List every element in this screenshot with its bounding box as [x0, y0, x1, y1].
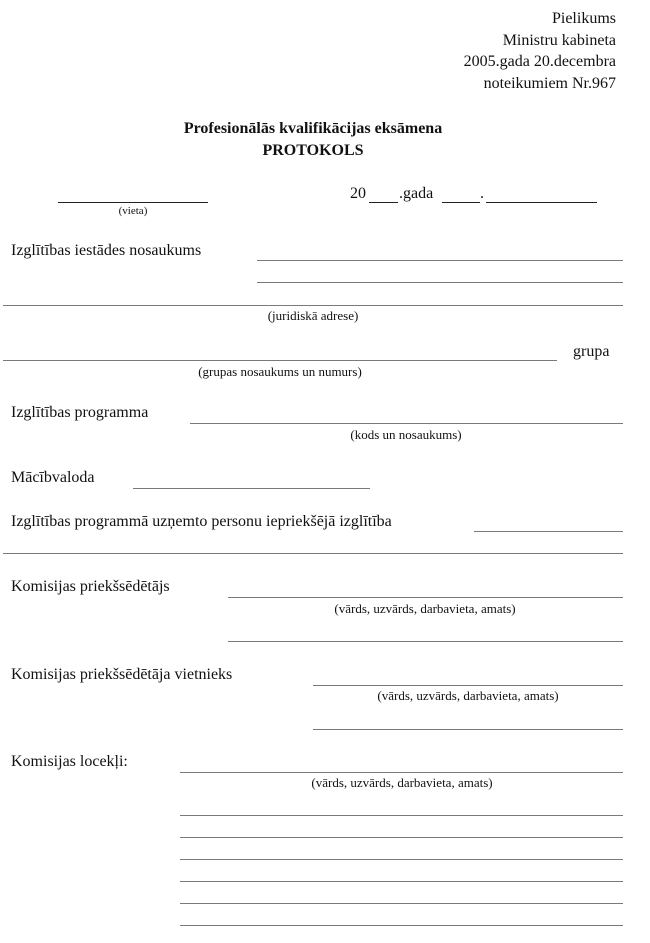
- members-line-6[interactable]: [180, 903, 623, 904]
- members-caption: (vārds, uzvārds, darbavieta, amats): [311, 775, 493, 790]
- header-line-4: noteikumiem Nr.967: [483, 75, 616, 92]
- institution-line-1[interactable]: [257, 260, 623, 261]
- vice-line-1[interactable]: [313, 685, 623, 686]
- program-label: Izglītības programma: [11, 404, 149, 421]
- group-caption: (grupas nosaukums un numurs): [198, 364, 362, 379]
- group-line[interactable]: [3, 360, 557, 361]
- chair-label: Komisijas priekšsēdētājs: [11, 578, 170, 595]
- members-line-4[interactable]: [180, 859, 623, 860]
- prior-education-line-2[interactable]: [3, 553, 623, 554]
- header-line-2: Ministru kabineta: [502, 32, 616, 49]
- members-line-3[interactable]: [180, 837, 623, 838]
- chair-caption: (vārds, uzvārds, darbavieta, amats): [334, 601, 516, 616]
- institution-label: Izglītības iestādes nosaukums: [11, 242, 202, 259]
- day-line[interactable]: [442, 202, 480, 203]
- program-line[interactable]: [190, 423, 623, 424]
- year-suffix: .gada: [399, 185, 434, 202]
- place-caption: (vieta): [118, 205, 148, 217]
- prior-education-label: Izglītības programmā uzņemto personu iepriekšējā izglītība: [11, 513, 392, 530]
- header-line-1: Pielikums: [551, 10, 616, 27]
- members-line-5[interactable]: [180, 881, 623, 882]
- title-line-1: Profesionālās kvalifikācijas eksāmena: [183, 120, 443, 137]
- program-caption: (kods un nosaukums): [350, 427, 462, 442]
- language-label: Mācībvaloda: [11, 469, 95, 486]
- title-line-2: PROTOKOLS: [262, 142, 364, 159]
- header-line-3: 2005.gada 20.decembra: [463, 53, 616, 70]
- place-line[interactable]: [58, 202, 208, 203]
- chair-line-2[interactable]: [228, 641, 623, 642]
- vice-caption: (vārds, uzvārds, darbavieta, amats): [377, 688, 559, 703]
- vice-label: Komisijas priekšsēdētāja vietnieks: [11, 666, 233, 683]
- language-line[interactable]: [133, 488, 370, 489]
- vice-line-2[interactable]: [313, 729, 623, 730]
- month-line[interactable]: [486, 202, 597, 203]
- date-dot: .: [480, 185, 484, 202]
- year-line[interactable]: [369, 202, 398, 203]
- members-line-7[interactable]: [180, 925, 623, 926]
- members-line-2[interactable]: [180, 815, 623, 816]
- prior-education-line-1[interactable]: [474, 531, 623, 532]
- address-caption: (juridiskā adrese): [267, 308, 359, 323]
- members-line-1[interactable]: [180, 772, 623, 773]
- institution-line-2[interactable]: [257, 282, 623, 283]
- year-prefix: 20: [350, 185, 366, 202]
- members-label: Komisijas locekļi:: [11, 753, 128, 770]
- chair-line-1[interactable]: [228, 597, 623, 598]
- address-line[interactable]: [3, 305, 623, 306]
- group-word: grupa: [573, 343, 610, 360]
